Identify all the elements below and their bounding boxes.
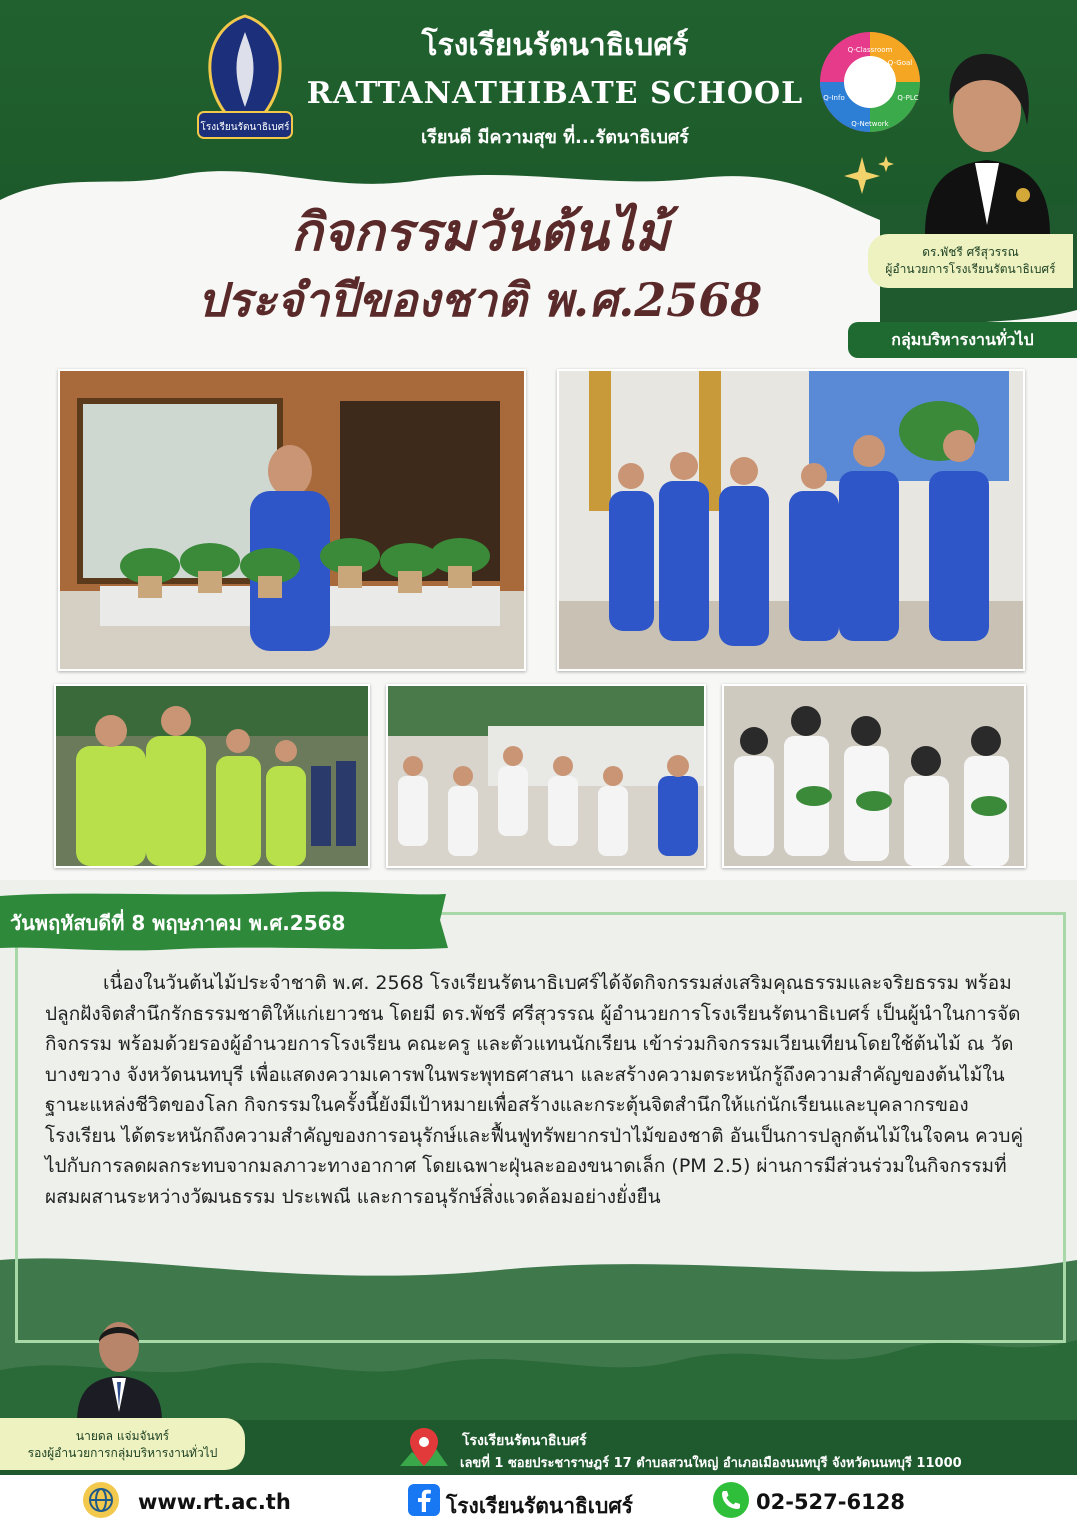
department-badge: กลุ่มบริหารงานทั่วไป: [848, 322, 1077, 358]
website-link[interactable]: www.rt.ac.th: [138, 1490, 291, 1514]
wheel-label-info: Q-Info: [823, 94, 845, 102]
activity-photo-3: [54, 684, 370, 868]
wheel-label-classroom: Q-Classroom: [847, 46, 893, 54]
globe-icon: [82, 1481, 120, 1519]
article-body: เนื่องในวันต้นไม้ประจำชาติ พ.ศ. 2568 โรงเรียนรัตนาธิเบศร์ได้จัดกิจกรรมส่งเสริมคุณธรรมและจริยธรรม พร้อมปลูกฝังจิตสำนึกรักธรรมชาติให้แก่เยาวชน โดยมี ดร.พัชรี ศรีสุวรรณ ผู้อำนวยการโรงเรียนรัตนาธิเบศร์ เป็นผู้นำในการจัดกิจกรรม พร้อมด้วยรองผู้อำนวยการโรงเรียน คณะครู และตัวแทนนักเรียน เข้าร่วมกิจกรรมเวียนเทียนโดยใช้ต้นไม้ ณ วัดบางขวาง จังหวัดนนทบุรี เพื่อแสดงความเคารพในพระพุทธศาสนา และสร้างความตระหนักรู้ถึงความสำคัญของต้นไม้ในฐานะแหล่งชีวิตของโลก กิจกรรมในครั้งนี้ยังมีเป้าหมายเพื่อสร้างและกระตุ้นจิตสำนึกให้แก่นักเรียนและบุคลากรของโรงเรียน ได้ตระหนักถึงความสำคัญของการอนุรักษ์และฟื้นฟูทรัพยากรป่าไม้ของชาติ อันเป็นการปลูกต้นไม้ในใจคน ควบคู่ไปกับการลดผลกระทบจากมลภาวะทางอากาศ โดยเฉพาะฝุ่นละอองขนาดเล็ก (PM 2.5) ผ่านการมีส่วนร่วมในกิจกรรมที่ผสมผสานระหว่างวัฒนธรรม ประเพณี และการอนุรักษ์สิ่งแวดล้อมอย่างยั่งยืน: [45, 972, 1024, 1208]
page-title-line1: กิจกรรมวันต้นไม้: [290, 202, 670, 263]
deputy-label: [0, 1418, 245, 1470]
activity-date: วันพฤหัสบดีที่ 8 พฤษภาคม พ.ศ.2568: [10, 911, 346, 935]
location-pin-icon: [398, 1426, 450, 1474]
address-school-name: โรงเรียนรัตนาธิเบศร์: [462, 1433, 587, 1449]
activity-photo-5: [722, 684, 1026, 868]
deputy-photo: [72, 1312, 167, 1422]
facebook-page-link[interactable]: โรงเรียนรัตนาธิเบศร์: [446, 1494, 633, 1518]
activity-photo-4: [386, 684, 706, 868]
wheel-label-network: Q-Network: [851, 120, 889, 128]
director-name: ดร.พัชรี ศรีสุวรรณ: [922, 245, 1019, 259]
deputy-name: นายดล แจ่มจันทร์: [75, 1429, 170, 1443]
wheel-label-plc: Q-PLC: [897, 94, 919, 102]
activity-photo-2: [557, 369, 1025, 671]
director-label: [868, 234, 1073, 288]
activity-photo-1: [58, 369, 526, 671]
school-name-thai: โรงเรียนรัตนาธิเบศร์: [421, 28, 689, 63]
address-line: เลขที่ 1 ซอยประชาราษฎร์ 17 ตำบลสวนใหญ่ อำเภอเมืองนนทบุรี จังหวัดนนทบุรี 11000: [460, 1456, 962, 1471]
phone-icon: [712, 1481, 750, 1519]
deputy-position: รองผู้อำนวยการกลุ่มบริหารงานทั่วไป: [27, 1446, 218, 1460]
page-title-line2: ประจำปีของชาติ พ.ศ.2568: [197, 273, 763, 327]
phone-number[interactable]: 02-527-6128: [756, 1490, 905, 1514]
school-name-english: RATTANATHIBATE SCHOOL: [306, 76, 804, 111]
school-motto: เรียนดี มีความสุข ที่...รัตนาธิเบศร์: [421, 127, 689, 148]
logo-text: โรงเรียนรัตนาธิเบศร์: [200, 122, 290, 133]
wheel-label-goal: Q-Goal: [887, 59, 913, 67]
director-position: ผู้อำนวยการโรงเรียนรัตนาธิเบศร์: [885, 262, 1056, 276]
facebook-icon: [408, 1484, 440, 1516]
director-photo: [905, 35, 1070, 235]
school-logo: [190, 12, 300, 147]
